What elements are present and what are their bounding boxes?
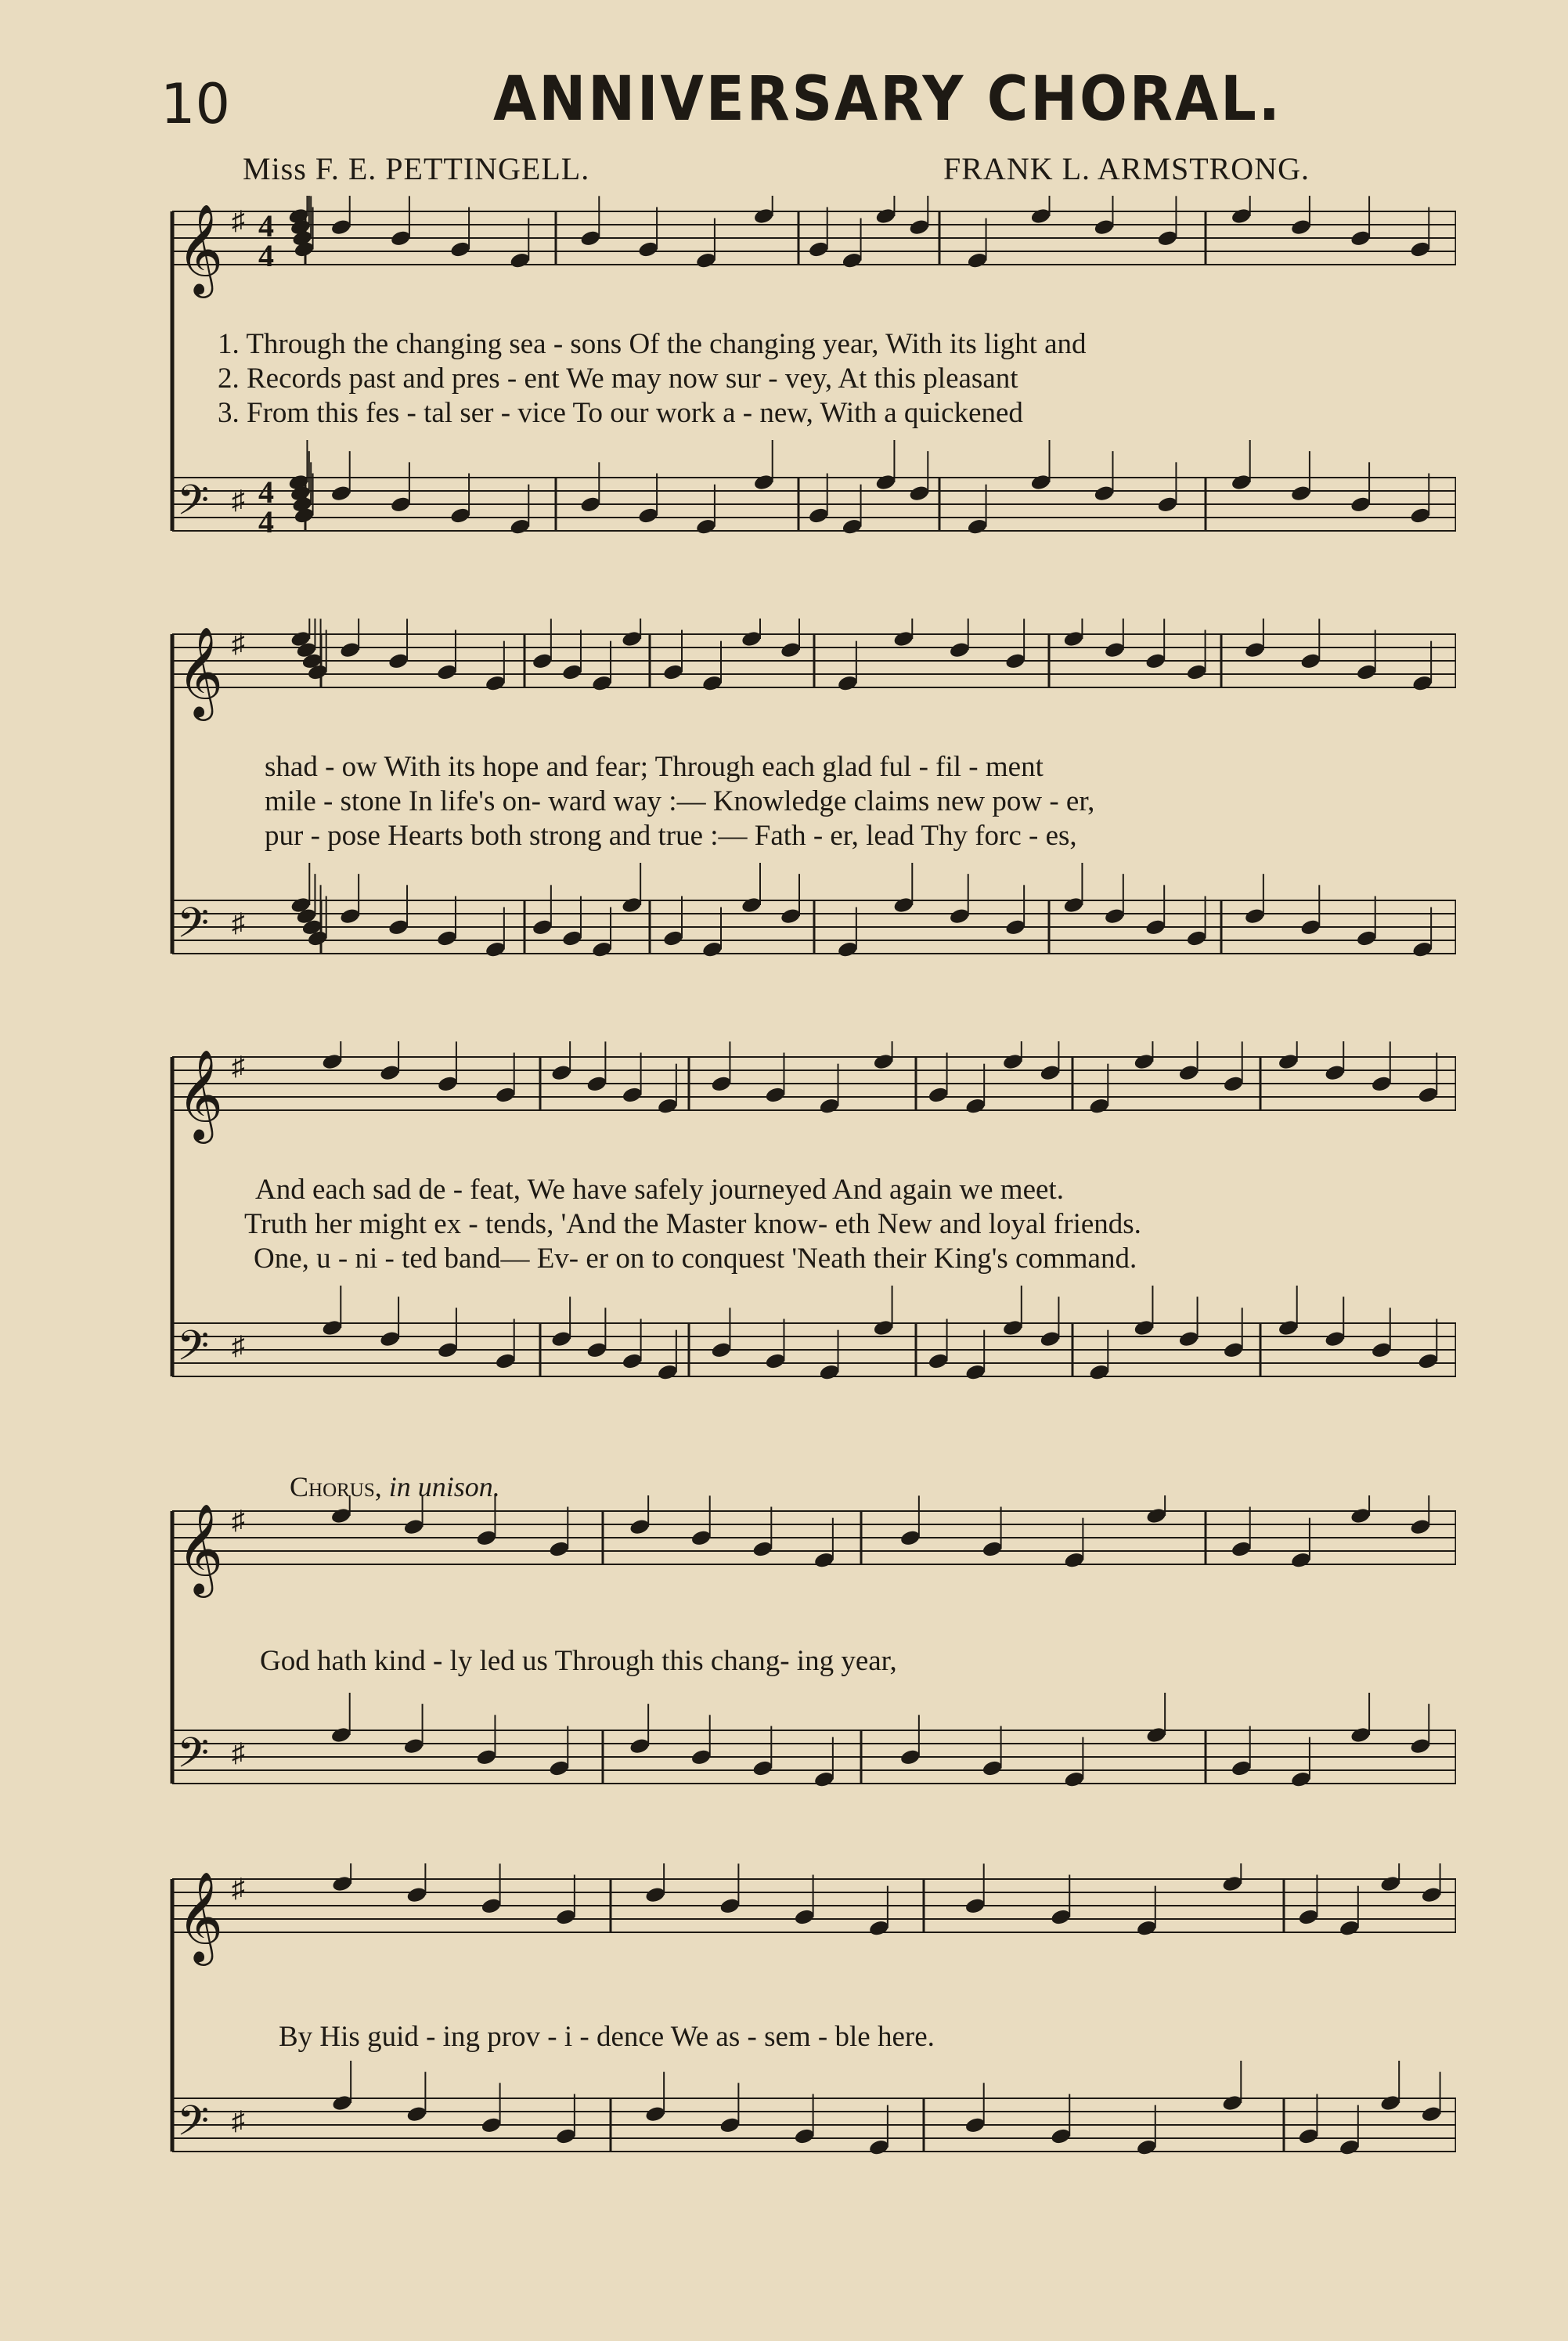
- key-sharp-icon: ♯: [232, 1739, 245, 1768]
- note-head: [1409, 240, 1431, 258]
- note-head: [390, 496, 412, 514]
- note-head: [842, 251, 863, 269]
- note-head: [330, 1726, 352, 1744]
- time-signature-top: 4: [258, 208, 274, 243]
- note-head: [561, 929, 583, 947]
- bass-clef-icon: 𝄢: [177, 477, 210, 535]
- key-sharp-icon: ♯: [232, 1506, 245, 1535]
- note-head: [321, 1052, 343, 1070]
- note-head: [1290, 1551, 1312, 1569]
- note-head: [1156, 229, 1178, 247]
- note-head: [764, 1352, 786, 1370]
- key-sharp-icon: ♯: [232, 629, 245, 658]
- note-head: [1231, 1540, 1253, 1558]
- note-head: [908, 485, 930, 503]
- note-head: [899, 1529, 921, 1547]
- note-head: [719, 2116, 741, 2134]
- note-head: [752, 1759, 773, 1777]
- note-head: [437, 1075, 459, 1093]
- note-head: [436, 663, 458, 681]
- note-head: [579, 229, 601, 247]
- note-head: [339, 907, 361, 925]
- key-sharp-icon: ♯: [232, 207, 245, 236]
- lyric-verse-1: shad - ow With its hope and fear; Through each glad ful - fil - ment: [265, 751, 1044, 783]
- note-head: [780, 907, 802, 925]
- note-head: [1409, 1518, 1431, 1536]
- page-number: 10: [160, 72, 231, 136]
- note-head: [1088, 1363, 1110, 1381]
- note-head: [1004, 918, 1026, 936]
- note-head: [1145, 1506, 1167, 1524]
- note-head: [657, 1097, 679, 1115]
- note-head: [1297, 2127, 1319, 2145]
- note-head: [964, 1363, 986, 1381]
- note-head: [1231, 1759, 1253, 1777]
- note-head: [892, 629, 914, 647]
- note-head: [387, 918, 409, 936]
- note-head: [1178, 1064, 1200, 1082]
- note-head: [982, 1759, 1004, 1777]
- note-head: [964, 2116, 986, 2134]
- note-head: [1133, 1052, 1155, 1070]
- note-head: [406, 2105, 427, 2123]
- music-system: [157, 1041, 1456, 1409]
- lyric-chorus: By His guid - ing prov - i - dence We as - sem - ble here.: [279, 2021, 935, 2053]
- note-head: [1324, 1064, 1346, 1082]
- note-head: [1290, 485, 1312, 503]
- note-head: [813, 1770, 835, 1788]
- bass-clef-icon: 𝄢: [177, 2098, 210, 2155]
- note-head: [874, 207, 896, 225]
- music-system: [157, 1863, 1456, 2192]
- note-head: [657, 1363, 679, 1381]
- note-head: [1339, 1919, 1361, 1937]
- note-head: [481, 2116, 503, 2134]
- note-head: [1299, 652, 1321, 670]
- note-head: [1278, 1052, 1299, 1070]
- note-head: [695, 518, 717, 536]
- note-head: [449, 507, 471, 525]
- note-head: [752, 1540, 773, 1558]
- key-sharp-icon: ♯: [232, 1332, 245, 1361]
- lyric-verse-2: 2. Records past and pres - ent We may now sur - vey, At this pleasant: [218, 363, 1018, 395]
- note-head: [622, 1086, 643, 1104]
- note-head: [330, 1506, 352, 1524]
- note-head: [662, 929, 684, 947]
- note-head: [1186, 929, 1208, 947]
- note-head: [719, 1897, 741, 1915]
- note-head: [644, 1886, 666, 1904]
- note-head: [1244, 907, 1266, 925]
- key-sharp-icon: ♯: [232, 1874, 245, 1903]
- note-head: [509, 518, 531, 536]
- note-head: [321, 1318, 343, 1336]
- chorus-direction: in unison.: [388, 1471, 500, 1502]
- note-head: [1030, 473, 1052, 491]
- note-head: [695, 251, 717, 269]
- note-head: [1356, 929, 1378, 947]
- note-head: [475, 1748, 497, 1766]
- note-head: [1004, 652, 1026, 670]
- note-head: [1093, 485, 1115, 503]
- note-head: [449, 240, 471, 258]
- note-head: [437, 1341, 459, 1359]
- note-head: [403, 1518, 425, 1536]
- note-head: [868, 2138, 890, 2156]
- note-head: [548, 1759, 570, 1777]
- chorus-heading: Chorus,: [290, 1471, 382, 1502]
- note-head: [1411, 940, 1433, 958]
- note-head: [1417, 1086, 1439, 1104]
- music-system: [157, 619, 1456, 987]
- key-sharp-icon: ♯: [232, 2107, 245, 2136]
- note-head: [1350, 1506, 1372, 1524]
- note-head: [1379, 2094, 1401, 2112]
- note-head: [928, 1352, 950, 1370]
- note-head: [532, 652, 553, 670]
- lyric-verse-1: And each sad de - feat, We have safely journeyed And again we meet.: [255, 1174, 1064, 1206]
- lyric-verse-2: mile - stone In life's on- ward way :— Knowledge claims new pow - er,: [265, 785, 1095, 817]
- note-head: [1350, 496, 1372, 514]
- time-signature-bottom: 4: [258, 238, 274, 273]
- note-head: [379, 1330, 401, 1348]
- note-head: [873, 1052, 895, 1070]
- note-head: [331, 2094, 353, 2112]
- note-head: [949, 641, 971, 659]
- note-head: [1409, 507, 1431, 525]
- note-head: [808, 507, 830, 525]
- note-head: [1178, 1330, 1200, 1348]
- note-head: [591, 940, 613, 958]
- note-head: [1231, 473, 1253, 491]
- note-head: [1421, 1886, 1443, 1904]
- key-sharp-icon: ♯: [232, 1052, 245, 1081]
- note-head: [690, 1748, 712, 1766]
- note-head: [1050, 1908, 1072, 1926]
- note-head: [764, 1086, 786, 1104]
- note-head: [1290, 1770, 1312, 1788]
- note-head: [753, 473, 775, 491]
- note-head: [837, 674, 859, 692]
- note-head: [794, 2127, 816, 2145]
- note-head: [874, 473, 896, 491]
- note-head: [1039, 1064, 1061, 1082]
- note-head: [403, 1737, 425, 1755]
- note-head: [1324, 1330, 1346, 1348]
- note-head: [1144, 652, 1166, 670]
- note-head: [794, 1908, 816, 1926]
- note-head: [1186, 663, 1208, 681]
- note-head: [964, 1097, 986, 1115]
- note-head: [1244, 641, 1266, 659]
- note-head: [868, 1919, 890, 1937]
- composer-credit: FRANK L. ARMSTRONG.: [943, 151, 1310, 186]
- note-head: [1156, 496, 1178, 514]
- note-head: [548, 1540, 570, 1558]
- treble-clef-icon: 𝄞: [177, 1870, 224, 1962]
- note-head: [1002, 1052, 1024, 1070]
- note-head: [644, 2105, 666, 2123]
- note-head: [1062, 896, 1084, 914]
- note-head: [1421, 2105, 1443, 2123]
- note-head: [949, 907, 971, 925]
- note-head: [436, 929, 458, 947]
- note-head: [1379, 1874, 1401, 1892]
- note-head: [710, 1341, 732, 1359]
- note-head: [1417, 1352, 1439, 1370]
- note-head: [1371, 1075, 1393, 1093]
- note-head: [1290, 218, 1312, 236]
- note-head: [485, 674, 506, 692]
- key-sharp-icon: ♯: [232, 486, 245, 515]
- treble-clef-icon: 𝄞: [177, 203, 224, 294]
- note-head: [967, 518, 989, 536]
- note-head: [819, 1097, 841, 1115]
- note-head: [1002, 1318, 1024, 1336]
- note-head: [621, 896, 643, 914]
- lyric-verse-1: 1. Through the changing sea - sons Of the changing year, With its light and: [218, 328, 1087, 360]
- note-head: [899, 1748, 921, 1766]
- note-head: [892, 896, 914, 914]
- note-head: [406, 1886, 427, 1904]
- note-head: [555, 1908, 577, 1926]
- note-head: [532, 918, 553, 936]
- note-head: [1063, 1551, 1085, 1569]
- note-head: [621, 629, 643, 647]
- note-head: [629, 1737, 651, 1755]
- note-head: [1144, 918, 1166, 936]
- note-head: [509, 251, 531, 269]
- note-head: [1299, 918, 1321, 936]
- note-head: [622, 1352, 643, 1370]
- note-head: [1133, 1318, 1155, 1336]
- bass-clef-icon: 𝄢: [177, 1730, 210, 1787]
- note-head: [1339, 2138, 1361, 2156]
- bass-clef-icon: 𝄢: [177, 1322, 210, 1380]
- note-head: [495, 1086, 517, 1104]
- note-head: [390, 229, 412, 247]
- note-head: [1030, 207, 1052, 225]
- note-head: [555, 2127, 577, 2145]
- note-head: [1278, 1318, 1299, 1336]
- note-head: [701, 940, 723, 958]
- time-signature-bottom: 4: [258, 504, 274, 539]
- note-head: [701, 674, 723, 692]
- treble-clef-icon: 𝄞: [177, 626, 224, 717]
- note-head: [1221, 1874, 1243, 1892]
- note-head: [842, 518, 863, 536]
- note-head: [710, 1075, 732, 1093]
- note-head: [1297, 1908, 1319, 1926]
- note-head: [330, 485, 352, 503]
- note-head: [1050, 2127, 1072, 2145]
- note-head: [1145, 1726, 1167, 1744]
- note-head: [387, 652, 409, 670]
- note-head: [579, 496, 601, 514]
- note-head: [808, 240, 830, 258]
- note-head: [550, 1064, 572, 1082]
- note-head: [908, 218, 930, 236]
- lyric-verse-3: One, u - ni - ted band— Ev- er on to conquest 'Neath their King's command.: [254, 1243, 1137, 1275]
- note-head: [1231, 207, 1253, 225]
- note-head: [1356, 663, 1378, 681]
- key-sharp-icon: ♯: [232, 909, 245, 938]
- note-head: [1411, 674, 1433, 692]
- note-head: [495, 1352, 517, 1370]
- note-head: [690, 1529, 712, 1547]
- note-head: [982, 1540, 1004, 1558]
- note-head: [586, 1341, 607, 1359]
- lyric-chorus: God hath kind - ly led us Through this chang- ing year,: [260, 1645, 897, 1677]
- note-head: [1136, 2138, 1158, 2156]
- hymn-title: ANNIVERSARY CHORAL.: [493, 64, 1282, 135]
- note-head: [967, 251, 989, 269]
- note-head: [1136, 1919, 1158, 1937]
- note-head: [819, 1363, 841, 1381]
- note-head: [964, 1897, 986, 1915]
- note-head: [331, 1874, 353, 1892]
- lyric-verse-3: 3. From this fes - tal ser - vice To our work a - new, With a quickened: [218, 397, 1023, 429]
- note-head: [637, 240, 659, 258]
- note-head: [741, 629, 762, 647]
- note-head: [1039, 1330, 1061, 1348]
- note-head: [475, 1529, 497, 1547]
- note-head: [1093, 218, 1115, 236]
- note-head: [1223, 1075, 1245, 1093]
- note-head: [1062, 629, 1084, 647]
- note-head: [1350, 1726, 1372, 1744]
- note-head: [753, 207, 775, 225]
- note-head: [485, 940, 506, 958]
- note-head: [1104, 641, 1126, 659]
- note-head: [1063, 1770, 1085, 1788]
- lyric-verse-3: pur - pose Hearts both strong and true :— Fath - er, lead Thy forc - es,: [265, 820, 1077, 852]
- note-head: [339, 641, 361, 659]
- note-head: [481, 1897, 503, 1915]
- lyricist-credit: Miss F. E. PETTINGELL.: [243, 151, 590, 186]
- note-head: [1409, 1737, 1431, 1755]
- bass-clef-icon: 𝄢: [177, 900, 210, 958]
- note-head: [1221, 2094, 1243, 2112]
- note-head: [780, 641, 802, 659]
- music-system: [157, 1495, 1456, 1824]
- note-head: [873, 1318, 895, 1336]
- note-head: [330, 218, 352, 236]
- time-signature-top: 4: [258, 474, 274, 510]
- note-head: [1223, 1341, 1245, 1359]
- lyric-verse-2: Truth her might ex - tends, 'And the Master know- eth New and loyal friends.: [244, 1208, 1141, 1240]
- note-head: [741, 896, 762, 914]
- note-head: [1104, 907, 1126, 925]
- note-head: [1088, 1097, 1110, 1115]
- note-head: [629, 1518, 651, 1536]
- music-system: [157, 196, 1456, 564]
- note-head: [379, 1064, 401, 1082]
- note-head: [813, 1551, 835, 1569]
- note-head: [1371, 1341, 1393, 1359]
- note-head: [1350, 229, 1372, 247]
- note-head: [561, 663, 583, 681]
- note-head: [637, 507, 659, 525]
- note-head: [586, 1075, 607, 1093]
- note-head: [591, 674, 613, 692]
- note-head: [928, 1086, 950, 1104]
- note-head: [837, 940, 859, 958]
- treble-clef-icon: 𝄞: [177, 1502, 224, 1594]
- note-head: [662, 663, 684, 681]
- treble-clef-icon: 𝄞: [177, 1048, 224, 1140]
- note-head: [550, 1330, 572, 1348]
